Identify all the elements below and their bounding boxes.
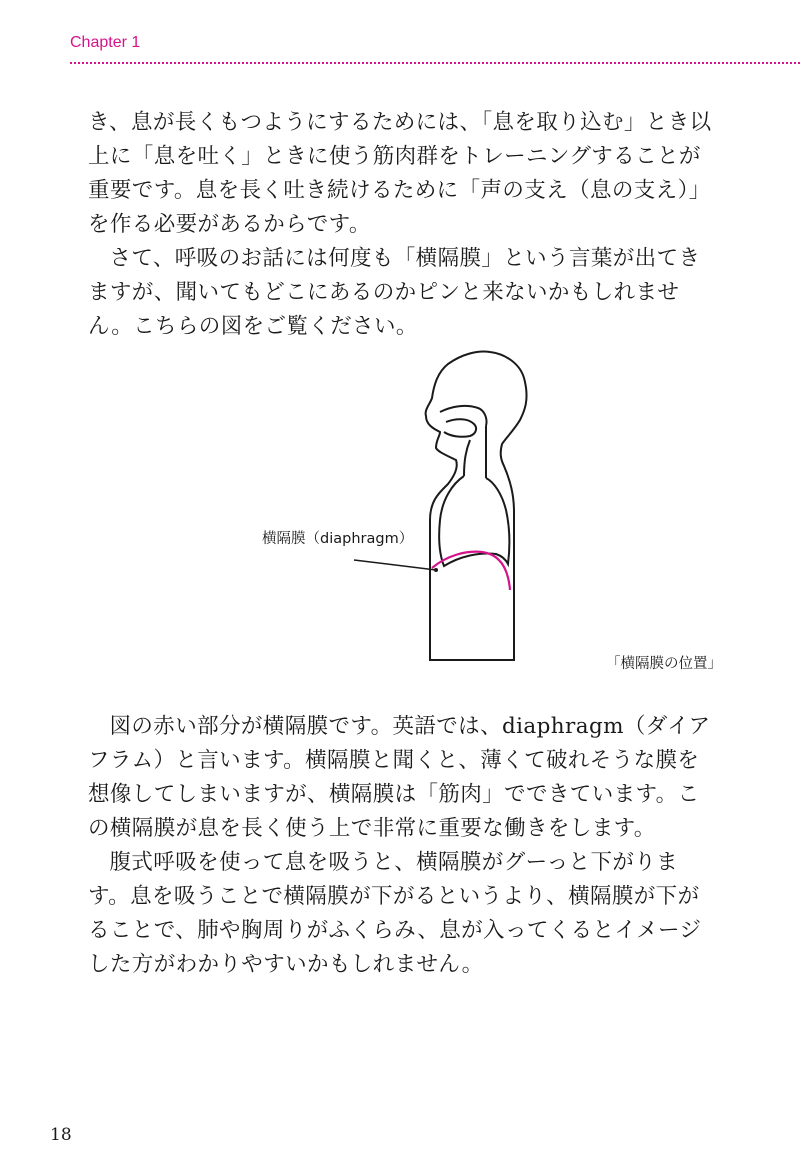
body-text-bottom [88, 710, 720, 982]
label-pointer-line [354, 560, 436, 570]
figure-caption: 「横隔膜の位置」 [606, 656, 722, 672]
running-header [70, 32, 800, 64]
paragraph: 腹式呼吸を使って息を吸うと、横隔膜がグーっと下がります。息を吸うことで横隔膜が下がるというより、横隔膜が下がることで、肺や胸周りがふくらみ、息が入ってくるとイメージした方がわかりやすいかもしれません。 [88, 850, 702, 977]
paragraph: 図の赤い部分が横隔膜です。英語では、diaphragm（ダイアフラム）と言います。横隔膜と聞くと、薄くて破れそうな膜を想像してしまいますが、横隔膜は「筋肉」でできています。この横隔膜が息を長く使う上で非常に重要な働きをします。 [88, 714, 711, 841]
diaphragm-figure [240, 345, 720, 675]
body-outline [426, 352, 527, 661]
figure-label: 横隔膜（diaphragm） [262, 531, 414, 547]
paragraph: さて、呼吸のお話には何度も「横隔膜」という言葉が出てきますが、聞いてもどこにあるのかピンと来ないかもしれません。こちらの図をご覧ください。 [88, 246, 701, 339]
body-text-top [88, 106, 720, 344]
paragraph: き、息が長くもつようにするためには、「息を取り込む」とき以上に「息を吐く」ときに使う筋肉群をトレーニングすることが重要です。息を長く吐き続けるために「声の支え（息の支え）」を作る必要があるからです。 [88, 110, 712, 237]
tongue [444, 419, 476, 437]
pointer-dot [434, 568, 438, 572]
oral-cavity [440, 406, 487, 426]
chapter-label: Chapter 1 [70, 34, 141, 51]
esophagus [464, 440, 470, 476]
diaphragm [432, 552, 510, 590]
page-number: 18 [50, 1125, 72, 1145]
